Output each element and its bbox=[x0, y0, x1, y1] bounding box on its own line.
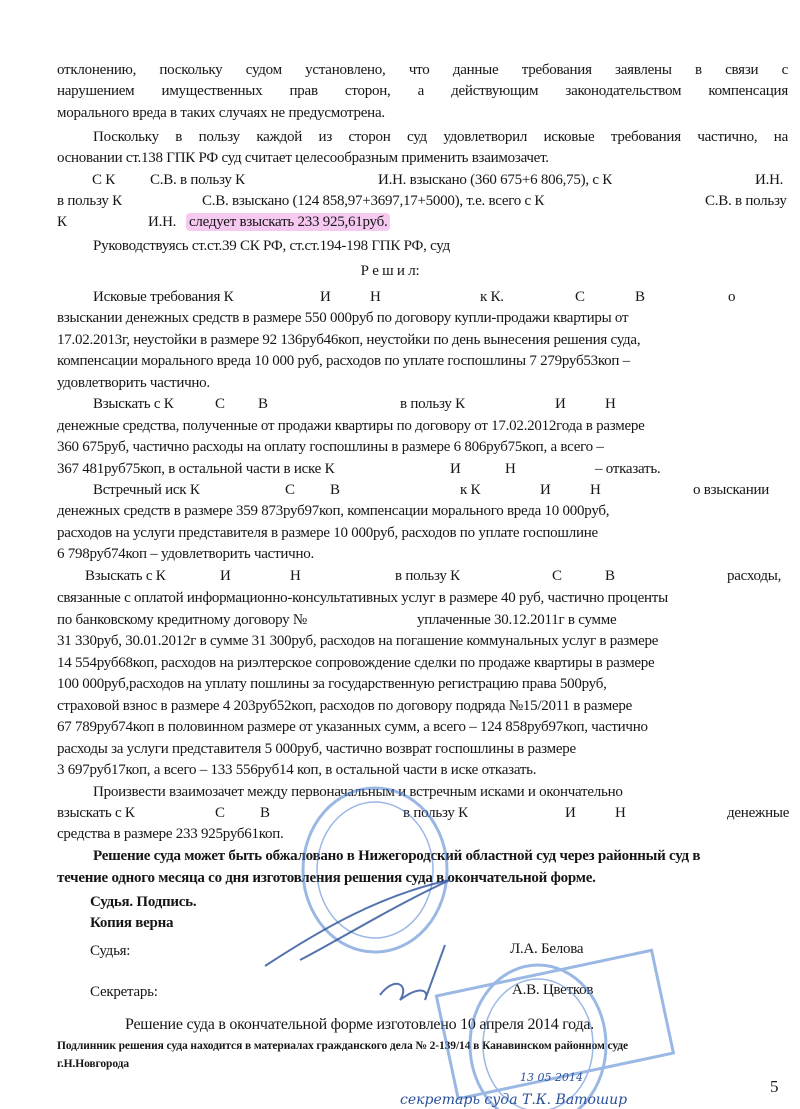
signed-line: Судья. Подпись. bbox=[90, 894, 197, 910]
text-segment: Н bbox=[615, 805, 626, 821]
text-line: взыскании денежных средств в размере 550 000руб по договору купли-продажи квартиры от bbox=[57, 310, 629, 326]
text-segment: по банковскому кредитному договору № bbox=[57, 612, 307, 628]
text-line: компенсации морального вреда 10 000 руб, расходов по уплате госпошлины 7 279руб53коп – bbox=[57, 353, 630, 369]
text-segment: И bbox=[320, 289, 331, 305]
text-line: связанные с оплатой информационно-консультативных услуг в размере 40 руб, частично проценты bbox=[57, 590, 668, 606]
text-line: удовлетворить частично. bbox=[57, 375, 210, 391]
text-segment: о bbox=[728, 289, 736, 305]
text-segment: к К bbox=[460, 482, 481, 498]
text-line: Произвести взаимозачет между первоначальным и встречным исками и окончательно bbox=[93, 784, 623, 800]
text-line: расходы за услуги представителя 5 000руб, частично возврат госпошлины в размере bbox=[57, 741, 576, 757]
appeal-line: течение одного месяца со дня изготовления решения суда в окончательной форме. bbox=[57, 870, 596, 886]
text-segment: – отказать. bbox=[595, 461, 661, 477]
text-segment: С bbox=[215, 805, 225, 821]
text-segment: С bbox=[575, 289, 585, 305]
text-segment: В bbox=[330, 482, 340, 498]
text-segment: И bbox=[220, 568, 231, 584]
text-segment: И bbox=[565, 805, 576, 821]
text-segment: С bbox=[215, 396, 225, 412]
stamp-date: 13 05 2014 bbox=[520, 1071, 583, 1084]
text-segment: И bbox=[450, 461, 461, 477]
page-number: 5 bbox=[770, 1077, 779, 1096]
text-line: отклонению, поскольку судом установлено, что данные требования заявлены в связи с bbox=[57, 62, 788, 78]
text-line: основании ст.138 ГПК РФ суд считает целесообразным применить взаимозачет. bbox=[57, 150, 549, 166]
text-segment: И.Н. bbox=[755, 172, 784, 188]
text-line: 17.02.2013г, неустойки в размере 92 136руб46коп, неустойки по день вынесения решения суда, bbox=[57, 332, 641, 348]
judge-name: Л.А. Белова bbox=[510, 941, 584, 957]
text-line: 14 554руб68коп, расходов на риэлтерское сопровождение сделки по продаже квартиры в размере bbox=[57, 655, 655, 671]
text-segment: Н bbox=[290, 568, 301, 584]
text-segment: И bbox=[555, 396, 566, 412]
text-line: средства в размере 233 925руб61коп. bbox=[57, 826, 284, 842]
text-segment: В bbox=[605, 568, 615, 584]
text-line: 100 000руб,расходов на уплату пошлины за государственную регистрацию права 500руб, bbox=[57, 676, 607, 692]
text-segment: уплаченные 30.12.2011г в сумме bbox=[417, 612, 617, 628]
text-line: морального вреда в таких случаях не предусмотрена. bbox=[57, 105, 385, 121]
text-segment: Н bbox=[370, 289, 381, 305]
text-segment: Н bbox=[590, 482, 601, 498]
original-note: г.Н.Новгорода bbox=[57, 1058, 130, 1070]
text-segment: И.Н. взыскано (360 675+6 806,75), с К bbox=[378, 172, 613, 188]
text-line: 360 675руб, частично расходы на оплату госпошлины в размере 6 806руб75коп, а всего – bbox=[57, 439, 604, 455]
text-segment: С К bbox=[92, 172, 116, 188]
text-segment: В bbox=[258, 396, 268, 412]
text-segment: Встречный иск К bbox=[93, 482, 200, 498]
text-line: 67 789руб74коп в половинном размере от указанных сумм, а всего – 124 858руб97коп, частично bbox=[57, 719, 648, 735]
highlighted-amount: следует взыскать 233 925,61руб. bbox=[186, 213, 390, 231]
text-segment: И bbox=[540, 482, 551, 498]
final-form-line: Решение суда в окончательной форме изготовлено 10 апреля 2014 года. bbox=[125, 1016, 594, 1033]
text-line: расходов на услуги представителя в размере 10 000руб, расходов по уплате госпошлине bbox=[57, 525, 598, 541]
secretary-name: А.В. Цветков bbox=[512, 982, 594, 998]
text-line: нарушением имущественных прав сторон, а действующим законодательством компенсация bbox=[57, 83, 788, 99]
text-segment: С.В. взыскано (124 858,97+3697,17+5000), т.е. всего с К bbox=[202, 193, 545, 209]
text-segment: Н bbox=[505, 461, 516, 477]
text-segment: к К. bbox=[480, 289, 504, 305]
appeal-line: Решение суда может быть обжаловано в Нижегородский областной суд через районный суд в bbox=[93, 848, 701, 864]
secretary-label: Секретарь: bbox=[90, 984, 158, 1000]
text-segment: взыскать с К bbox=[57, 805, 135, 821]
text-segment: в пользу К bbox=[57, 193, 122, 209]
text-segment: И.Н. bbox=[148, 214, 177, 230]
text-segment: Взыскать с К bbox=[93, 396, 174, 412]
text-segment: К bbox=[57, 214, 67, 230]
decided-heading: Р е ш и л: bbox=[360, 263, 420, 279]
text-segment: В bbox=[260, 805, 270, 821]
text-segment: в пользу К bbox=[400, 396, 465, 412]
text-segment: 367 481руб75коп, в остальной части в иске К bbox=[57, 461, 335, 477]
handwritten-note: секретарь суда Т.К. Ватошир bbox=[400, 1092, 628, 1108]
text-segment: Н bbox=[605, 396, 616, 412]
text-line: страховой взнос в размере 4 203руб52коп, расходов по договору подряда №15/2011 в размере bbox=[57, 698, 633, 714]
text-segment: В bbox=[635, 289, 645, 305]
text-line: 31 330руб, 30.01.2012г в сумме 31 300руб, расходов на погашение коммунальных услуг в размере bbox=[57, 633, 659, 649]
text-line: Руководствуясь ст.ст.39 СК РФ, ст.ст.194-198 ГПК РФ, суд bbox=[93, 238, 450, 254]
text-line: денежных средств в размере 359 873руб97коп, компенсации морального вреда 10 000руб, bbox=[57, 503, 610, 519]
judge-label: Судья: bbox=[90, 943, 131, 959]
text-segment: о взыскании bbox=[693, 482, 770, 498]
copy-true-line: Копия верна bbox=[90, 915, 174, 931]
text-segment: С bbox=[552, 568, 562, 584]
text-segment: в пользу К bbox=[395, 568, 460, 584]
text-line: Поскольку в пользу каждой из сторон суд удовлетворил исковые требования частично, на bbox=[93, 129, 788, 145]
original-note: Подлинник решения суда находится в материалах гражданского дела № 2-139/14 в Канавинском районном суде bbox=[57, 1040, 629, 1052]
text-line: 6 798руб74коп – удовлетворить частично. bbox=[57, 546, 314, 562]
text-line: 3 697руб17коп, а всего – 133 556руб14 коп, в остальной части в иске отказать. bbox=[57, 762, 537, 778]
text-segment: Взыскать с К bbox=[85, 568, 166, 584]
text-segment: С bbox=[285, 482, 295, 498]
text-segment: расходы, bbox=[727, 568, 782, 584]
text-line: денежные средства, полученные от продажи квартиры по договору от 17.02.2012года в размере bbox=[57, 418, 645, 434]
text-segment: в пользу К bbox=[403, 805, 468, 821]
text-segment: Исковые требования К bbox=[93, 289, 234, 305]
text-segment: С.В. в пользу К bbox=[150, 172, 245, 188]
text-segment: С.В. в пользу bbox=[705, 193, 787, 209]
text-segment: денежные bbox=[727, 805, 790, 821]
